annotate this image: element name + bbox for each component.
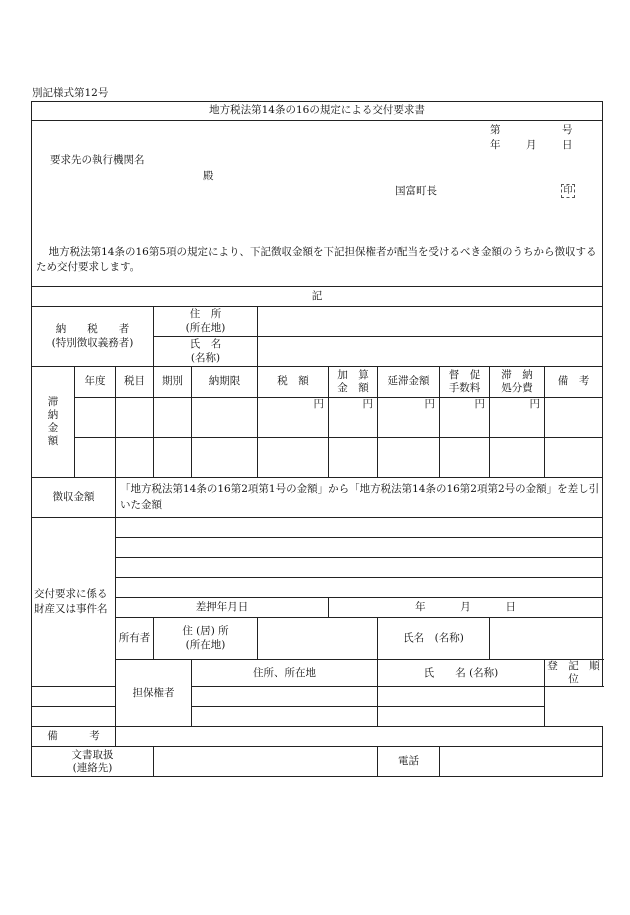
security-cell[interactable] <box>378 687 545 707</box>
property-line[interactable] <box>116 578 603 598</box>
col-additional-1: 加 算 <box>337 368 369 381</box>
arrears-cell[interactable] <box>192 398 258 438</box>
arrears-cell[interactable] <box>192 438 258 478</box>
contact-value[interactable] <box>154 747 378 777</box>
owner-address-main: 住 (居) 所 <box>182 625 229 638</box>
col-additional <box>329 367 378 398</box>
col-disposition <box>490 367 545 398</box>
address-label-main: 住 所 <box>189 308 222 321</box>
honorific: 殿 <box>203 170 214 182</box>
security-cell[interactable] <box>378 707 545 727</box>
property-line[interactable] <box>116 518 603 538</box>
sender-name: 国富町長 <box>395 185 437 197</box>
arrears-char: 額 <box>47 435 59 448</box>
seal-mark: 印 <box>561 184 575 198</box>
seizure-year: 年 <box>415 600 426 613</box>
remarks-label: 備 考 <box>32 727 116 747</box>
arrears-side-label <box>32 367 75 478</box>
col-urge-2: 手数料 <box>448 382 481 394</box>
taxpayer-name-label <box>154 337 258 367</box>
yen-unit: 円 <box>529 398 540 410</box>
arrears-cell[interactable] <box>258 398 329 438</box>
col-disp-1: 滞 納 <box>501 368 533 381</box>
phone-label: 電話 <box>378 747 440 777</box>
owner-name-label: 氏名 (名称) <box>378 618 490 660</box>
col-year: 年度 <box>75 367 116 398</box>
col-urge-1: 督 促 <box>448 368 481 381</box>
arrears-cell[interactable] <box>75 398 116 438</box>
owner-name-value[interactable] <box>490 618 603 660</box>
col-due-date: 納期限 <box>192 367 258 398</box>
property-label-text: 交付要求に係る財産又は事件名 <box>34 588 108 616</box>
security-col-rank: 登 記 順 位 <box>545 660 603 687</box>
seizure-month: 月 <box>460 600 471 613</box>
arrears-cell[interactable] <box>154 398 192 438</box>
date-year: 年 <box>490 139 501 151</box>
security-col-name: 氏 名 (名称) <box>378 660 545 687</box>
arrears-char: 納 <box>47 408 59 421</box>
contact-label <box>32 747 154 777</box>
number-go: 号 <box>562 124 573 136</box>
name-label-main: 氏 名 <box>189 338 222 351</box>
arrears-cell[interactable] <box>545 438 603 478</box>
taxpayer-label-sub: (特別徴収義務者) <box>51 336 134 349</box>
address-label-sub: (所在地) <box>185 321 226 334</box>
yen-unit: 円 <box>362 398 373 410</box>
phone-value[interactable] <box>440 747 603 777</box>
request-form <box>31 101 611 777</box>
seizure-date-value[interactable] <box>329 598 603 618</box>
request-statement: 地方税法第14条の16第5項の規定により、下記徴収金額を下記担保権者が配当を受けるべき金額のうちから徴収するため交付要求します。 <box>36 246 597 274</box>
collection-label: 徴収金額 <box>32 478 116 518</box>
arrears-cell[interactable] <box>545 398 603 438</box>
taxpayer-label-main: 納 税 者 <box>55 323 130 336</box>
col-tax-item: 税目 <box>116 367 154 398</box>
col-tax-amount: 税 額 <box>258 367 329 398</box>
arrears-cell[interactable] <box>258 438 329 478</box>
owner-label: 所有者 <box>116 618 154 660</box>
col-urge-fee <box>440 367 490 398</box>
arrears-cell[interactable] <box>440 438 490 478</box>
seizure-day: 日 <box>505 600 516 613</box>
collection-text: 「地方税法第14条の16第2項第1号の金額」から「地方税法第14条の16第2項第2号の金額」を差し引いた金額 <box>116 478 603 518</box>
form-title: 地方税法第14条の16の規定による交付要求書 <box>32 102 603 121</box>
arrears-cell[interactable] <box>490 438 545 478</box>
taxpayer-name-value[interactable] <box>258 337 603 367</box>
col-remarks: 備 考 <box>545 367 603 398</box>
owner-address-sub: (所在地) <box>185 638 226 651</box>
header-section <box>32 121 603 287</box>
contact-label-main: 文書取扱 <box>71 748 114 761</box>
arrears-cell[interactable] <box>116 438 154 478</box>
security-cell[interactable] <box>192 707 378 727</box>
owner-address-label <box>154 618 258 660</box>
owner-address-value[interactable] <box>258 618 378 660</box>
security-col-address: 住所、所在地 <box>192 660 378 687</box>
security-cell[interactable] <box>192 687 378 707</box>
arrears-cell[interactable] <box>116 398 154 438</box>
col-disp-2: 処分費 <box>501 382 533 394</box>
yen-unit: 円 <box>313 398 324 410</box>
arrears-cell[interactable] <box>154 438 192 478</box>
taxpayer-label <box>32 307 154 367</box>
col-additional-2: 金 額 <box>337 382 369 394</box>
taxpayer-address-label <box>154 307 258 337</box>
ki-heading: 記 <box>32 287 603 307</box>
property-line[interactable] <box>116 538 603 558</box>
remarks-value[interactable] <box>116 727 603 747</box>
col-period: 期別 <box>154 367 192 398</box>
security-holder-label: 担保権者 <box>116 660 192 727</box>
name-label-sub: (名称) <box>190 351 221 364</box>
arrears-char: 滞 <box>47 395 59 408</box>
property-label <box>32 518 116 687</box>
arrears-cell[interactable] <box>440 398 490 438</box>
number-dai: 第 <box>490 124 501 136</box>
security-cell[interactable] <box>32 707 154 727</box>
recipient-label: 要求先の執行機関名 <box>50 154 145 166</box>
arrears-char: 金 <box>47 422 59 434</box>
arrears-cell[interactable] <box>329 398 378 438</box>
yen-unit: 円 <box>424 398 435 410</box>
arrears-cell[interactable] <box>378 398 440 438</box>
arrears-cell[interactable] <box>378 438 440 478</box>
yen-unit: 円 <box>474 398 485 410</box>
contact-label-sub: (連絡先) <box>72 761 113 774</box>
property-line[interactable] <box>116 558 603 578</box>
arrears-cell[interactable] <box>329 438 378 478</box>
col-late-fee: 延滞金額 <box>378 367 440 398</box>
arrears-cell[interactable] <box>75 438 116 478</box>
taxpayer-address-value[interactable] <box>258 307 603 337</box>
seizure-date-label: 差押年月日 <box>116 598 329 618</box>
date-day: 日 <box>562 139 573 151</box>
arrears-cell[interactable] <box>490 398 545 438</box>
date-month: 月 <box>526 139 537 151</box>
form-number: 別記様式第12号 <box>32 87 109 99</box>
